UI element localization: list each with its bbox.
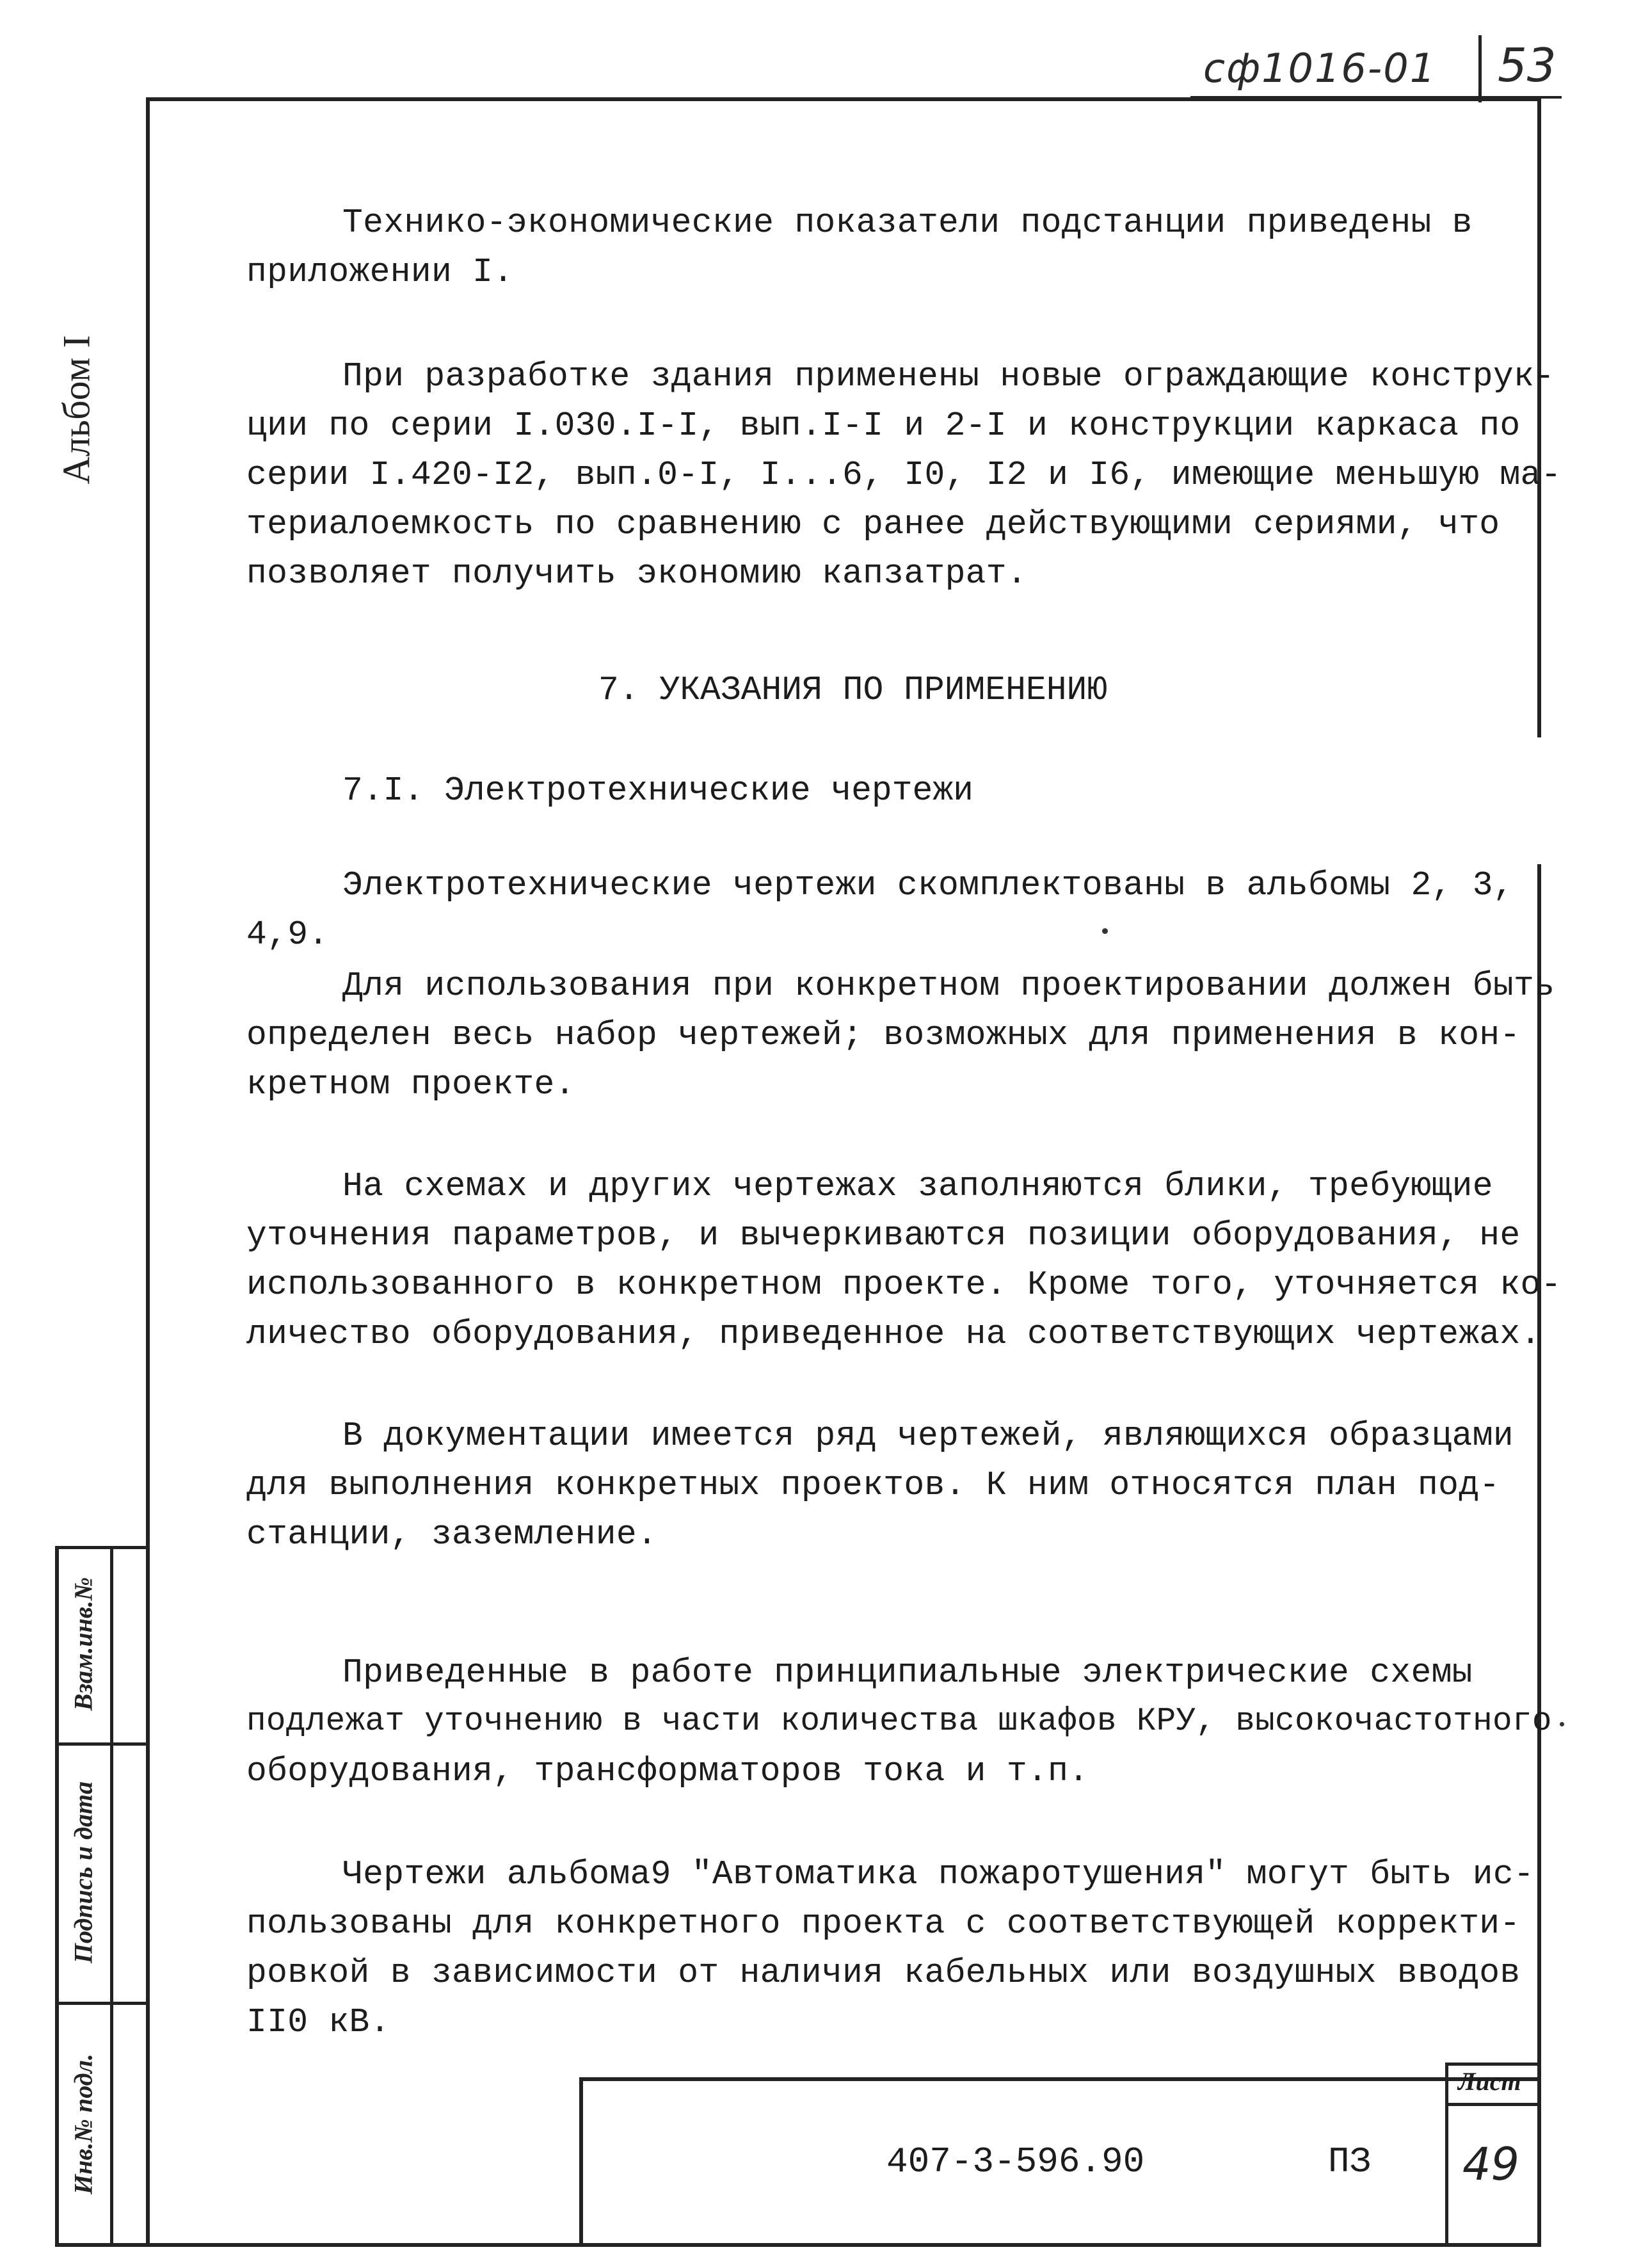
paragraph-1-line-2: приложении I. [246,253,514,291]
stamp-strip-inner-line [110,1546,113,2247]
paragraph-7-line-1: Приведенные в работе принципиальные электрические схемы [342,1653,1473,1692]
paragraph-6-line-2: для выполнения конкретных проектов. К ним относятся план под- [246,1466,1500,1504]
paragraph-8-line-4: II0 кВ. [246,2003,390,2041]
ink-speck [1102,928,1108,934]
paragraph-4-line-3: кретном проекте. [246,1065,575,1104]
stamp-strip-divider-2 [55,2002,150,2005]
paragraph-3-line-2: 4,9. [246,915,329,954]
album-label: Альбом I [55,335,98,485]
paragraph-4-line-1: Для использования при конкретном проектировании должен быть [342,967,1555,1005]
title-block-top-border [579,2077,1541,2081]
paragraph-2-line-2: ции по серии I.030.I-I, вып.I-I и 2-I и конструкции каркаса по [246,406,1521,445]
paragraph-7-line-2: подлежат уточнению в части количества шкафов КРУ, высокочастотного [246,1703,1552,1740]
frame-bottom-border [55,2243,1541,2247]
paragraph-8-line-1: Чертежи альбома9 "Автоматика пожаротушения" могут быть ис- [342,1855,1535,1894]
stamp-strip-outer-line [55,1546,59,2247]
title-block-sheet-label-line [1445,2103,1541,2106]
paragraph-7-line-3: оборудования, трансформаторов тока и т.п. [246,1752,1089,1790]
sheet-label: Лист [1458,2067,1521,2096]
frame-right-border-upper [1537,97,1541,737]
subsection-heading: 7.I. Электротехнические чертежи [342,771,973,810]
paragraph-2-line-4: териалоемкость по сравнению с ранее действующими сериями, что [246,505,1500,543]
title-block-sheet-divider [1445,2063,1448,2247]
frame-left-border [146,97,150,2247]
paragraph-5-line-3: использованного в конкретном проекте. Кроме того, уточняется ко- [246,1266,1562,1304]
paragraph-5-line-2: уточнения параметров, и вычеркиваются позиции оборудования, не [246,1216,1521,1255]
paragraph-8-line-3: ровкой в зависимости от наличия кабельных или воздушных вводов [246,1954,1521,1992]
paragraph-6-line-3: станции, заземление. [246,1515,658,1554]
paragraph-3-line-1: Электротехнические чертежи скомплектованы в альбомы 2, 3, [342,866,1514,905]
paragraph-1-line-1: Технико-экономические показатели подстанции приведены в [342,204,1473,242]
paragraph-5-line-1: На схемах и других чертежах заполняются блики, требующие [342,1167,1493,1205]
paragraph-6-line-1: В документации имеется ряд чертежей, являющихся образцами [342,1417,1514,1455]
stamp-strip-divider-1 [55,1742,150,1746]
handwritten-archive-code: сф1016-01 [1203,45,1437,92]
title-block-left-border [579,2077,583,2247]
handwritten-page-number: 53 [1498,38,1557,92]
frame-right-border-lower [1537,864,1541,2247]
ink-speck [1560,1722,1564,1726]
stamp-field-signature-date: Подпись и дата [68,1781,98,1964]
sheet-number: 49 [1462,2138,1520,2191]
paragraph-2-line-1: При разработке здания применены новые ограждающие конструк- [342,357,1555,396]
header-divider [1478,35,1482,102]
stamp-field-replacement-inventory: Взам.инв.№ [68,1577,98,1711]
document-type: ПЗ [1328,2141,1372,2182]
section-heading: 7. УКАЗАНИЯ ПО ПРИМЕНЕНИЮ [598,671,1108,709]
paragraph-2-line-3: серии I.420-I2, вып.0-I, I...6, I0, I2 и I6, имеющие меньшую ма- [246,456,1562,494]
document-designation: 407-3-596.90 [886,2141,1145,2182]
paragraph-8-line-2: пользованы для конкретного проекта с соответствующей корректи- [246,1904,1521,1943]
stamp-strip-top-line [55,1546,150,1549]
frame-top-border [146,97,1541,101]
paragraph-4-line-2: определен весь набор чертежей; возможных для применения в кон- [246,1016,1521,1054]
title-block-sheet-top [1445,2063,1541,2066]
stamp-field-original-inventory: Инв.№ подл. [68,2054,98,2194]
paragraph-2-line-5: позволяет получить экономию капзатрат. [246,554,1027,593]
paragraph-5-line-4: личество оборудования, приведенное на соответствующих чертежах. [246,1315,1541,1353]
